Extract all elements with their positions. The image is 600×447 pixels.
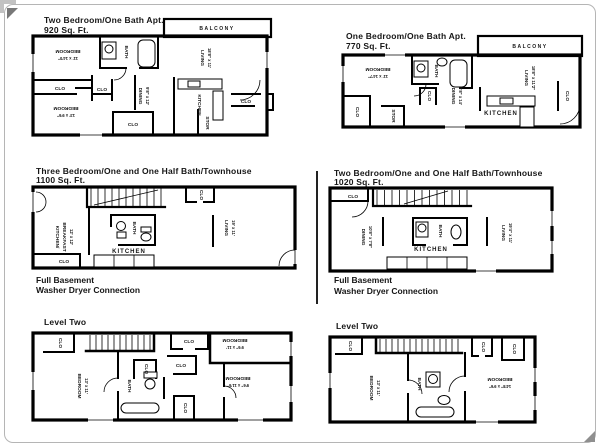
plan-title: Level Two xyxy=(336,321,379,331)
toilet-icon xyxy=(141,233,151,241)
dim-label-bedroom1: 13' x 11' xyxy=(376,380,381,396)
room-label-clo: CLO xyxy=(127,123,139,128)
corner-triangle-icon xyxy=(7,8,18,19)
sink-icon xyxy=(117,222,126,231)
panel-two-bedroom-apt xyxy=(28,10,300,162)
dim-label-bedroom1: 9'6" x 11' xyxy=(226,345,244,350)
three-bedroom-townhouse-drawing xyxy=(28,164,313,298)
stairs-icon xyxy=(91,188,161,207)
room-label-clo: CLO xyxy=(182,402,187,414)
dim-label-bedroom2: 14'8" x 9'6" xyxy=(488,384,512,389)
sink-icon xyxy=(429,375,438,384)
room-label-bedroom1: BEDROOM xyxy=(368,375,373,401)
room-label-clo: CLO xyxy=(143,363,148,375)
plan-sqft: 1100 Sq. Ft. xyxy=(36,175,86,185)
room-label-stor: STOR xyxy=(390,109,395,123)
level-two-left-drawing xyxy=(28,314,313,442)
room-label-clo: CLO xyxy=(240,100,252,105)
room-label-bedroom3: BEDROOM xyxy=(225,375,251,380)
door-arc xyxy=(449,376,465,392)
room-label-living: LIVING xyxy=(223,220,228,236)
room-label-clo: CLO xyxy=(58,260,70,265)
note-basement: Full Basement xyxy=(36,275,95,285)
room-label-living: LIVING xyxy=(500,225,505,241)
room-label-kitchen: KITCHEN xyxy=(112,249,146,255)
room-label-living: LIVING xyxy=(523,70,528,86)
room-label-kitchen: KITCHEN xyxy=(414,247,448,253)
dim-label-bedroom2: 13' x 11' xyxy=(84,378,89,394)
panel-level-two-right xyxy=(326,318,598,442)
door-arc xyxy=(104,378,118,392)
room-label-bedroom2: BEDROOM xyxy=(487,376,513,381)
room-label-dining: DINING xyxy=(360,228,365,246)
dim-label-bedroom: 11' x 14'7" xyxy=(367,74,389,79)
double-door-arcs xyxy=(36,192,46,212)
room-label-kitchen: KITCHEN xyxy=(484,111,518,117)
room-label-bath: BATH xyxy=(131,221,136,235)
room-label-clo: CLO xyxy=(354,106,359,118)
room-label-bedroom1: BEDROOM xyxy=(222,337,248,342)
panel-one-bedroom-apt xyxy=(330,26,598,168)
room-label-clo: CLO xyxy=(54,87,66,92)
bathtub-icon xyxy=(416,407,454,417)
kitchen-counter xyxy=(387,257,467,269)
dim-label-dining: 10'8" x 7'8" xyxy=(368,225,373,249)
dim-label-kitchen-breakfast: 12' x 12' xyxy=(69,229,74,245)
bathtub-icon xyxy=(450,60,467,87)
room-label-kitchen-breakfast: BREAKFAST xyxy=(61,222,66,252)
dim-label-bedroom1: 11' x 14'0" xyxy=(57,56,79,61)
two-bedroom-apt-drawing xyxy=(28,10,300,162)
room-label-dining: DINING xyxy=(450,87,455,105)
plan-title: Level Two xyxy=(44,317,87,327)
stairs-icon xyxy=(90,335,150,351)
walls xyxy=(33,187,295,268)
note-washer-dryer: Washer Dryer Connection xyxy=(334,286,439,296)
bath-fixtures xyxy=(414,58,467,87)
room-label-kitchen-breakfast: KITCHEN/ xyxy=(54,225,59,249)
door-arc xyxy=(114,68,126,80)
section-divider-line xyxy=(316,171,318,304)
room-label-dining: DINING xyxy=(137,87,142,105)
room-label-kitchen: KITCHEN xyxy=(196,94,201,116)
plan-sqft: 1020 Sq. Ft. xyxy=(334,177,384,187)
dim-label-bedroom2: 13' x 9'6" xyxy=(57,113,75,118)
room-label-clo: CLO xyxy=(511,343,516,355)
plan-sqft: 770 Sq. Ft. xyxy=(346,41,391,51)
bath-fixtures xyxy=(121,372,159,413)
sink-icon xyxy=(418,224,426,232)
room-label-bath: BATH xyxy=(437,224,442,238)
plan-title: Three Bedroom/One and One Half Bath/Townhouse xyxy=(36,166,252,176)
plan-title: Two Bedroom/One Bath Apt. xyxy=(44,15,164,25)
toilet-icon xyxy=(145,379,155,389)
room-label-clo: CLO xyxy=(57,337,62,349)
corner-bracket-icon xyxy=(0,0,4,13)
dim-label-living: 18'8" x 11' xyxy=(207,47,212,69)
door-arc xyxy=(240,80,260,100)
room-label-bath: BATH xyxy=(416,377,421,391)
note-washer-dryer: Washer Dryer Connection xyxy=(36,285,141,295)
kitchen-counter xyxy=(94,255,154,267)
room-label-bedroom: BEDROOM xyxy=(365,66,391,71)
room-label-clo: CLO xyxy=(183,340,195,345)
panel-three-bedroom-townhouse xyxy=(28,164,313,298)
room-label-bath: BATH xyxy=(123,45,128,59)
walls xyxy=(33,333,291,420)
note-basement: Full Basement xyxy=(334,275,393,285)
room-label-bath: BATH xyxy=(126,379,131,393)
dim-label-living: 19' x 11' xyxy=(231,220,236,236)
room-label-bedroom2: BEDROOM xyxy=(76,373,81,399)
room-label-clo: CLO xyxy=(96,88,108,93)
plan-title: Two Bedroom/One and One Half Bath/Townhouse xyxy=(334,168,543,178)
room-label-clo: CLO xyxy=(426,90,431,102)
room-label-clo: CLO xyxy=(175,364,187,369)
dim-label-dining: 9'8" x 12' xyxy=(145,87,150,105)
door-arc xyxy=(560,104,580,124)
level-two-right-drawing xyxy=(326,318,598,442)
dim-label-living: 18'8" x 11'2" xyxy=(531,65,536,91)
room-label-clo: CLO xyxy=(347,195,359,200)
room-label-clo: CLO xyxy=(480,341,485,353)
room-label-balcony: BALCONY xyxy=(512,44,548,50)
door-arc xyxy=(352,201,368,217)
room-label-living: LIVING xyxy=(199,50,204,66)
bathtub-icon xyxy=(121,403,159,413)
panel-level-two-left xyxy=(28,314,313,442)
toilet-icon xyxy=(451,225,461,239)
room-label-bedroom1: BEDROOM xyxy=(55,48,81,53)
room-label-balcony: BALCONY xyxy=(199,26,235,32)
dim-label-living: 19'4" x 11' xyxy=(508,222,513,244)
window-markers xyxy=(33,342,291,420)
room-label-clo: CLO xyxy=(198,189,203,201)
room-label-bath: BATH xyxy=(433,64,438,78)
room-label-clo: CLO xyxy=(564,90,569,102)
toilet-icon xyxy=(438,396,450,405)
room-label-clo: CLO xyxy=(347,340,352,352)
room-label-stor: STOR xyxy=(204,116,209,130)
dim-label-bedroom3: 9'6" x 11'6" xyxy=(226,383,250,388)
plan-title: One Bedroom/One Bath Apt. xyxy=(346,31,466,41)
plan-sqft: 920 Sq. Ft. xyxy=(44,25,89,35)
stairs-icon xyxy=(380,339,458,353)
dim-label-dining: 8'8" x 14' xyxy=(458,87,463,105)
two-bedroom-townhouse-drawing xyxy=(326,166,598,302)
room-label-bedroom2: BEDROOM xyxy=(53,105,79,110)
one-bedroom-apt-drawing xyxy=(330,26,598,168)
panel-two-bedroom-townhouse xyxy=(326,166,598,302)
stairs-icon xyxy=(377,190,467,206)
bathtub-icon xyxy=(138,40,155,67)
